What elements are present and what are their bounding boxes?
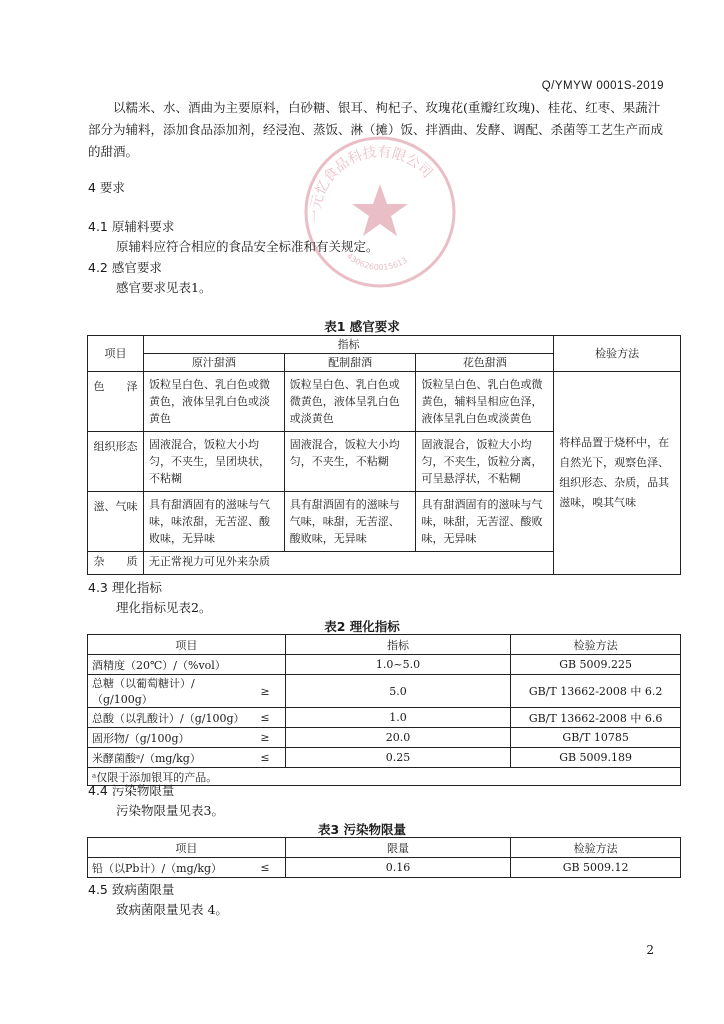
table-cell: 5.0	[285, 675, 511, 708]
table-cell: ≤	[245, 858, 285, 878]
intro-paragraph: 以糯米、水、酒曲为主要原料，白砂糖、银耳、枸杞子、玫瑰花(重瓣红玫瑰)、桂花、红枣、果蔬汁部分为辅料，添加食品添加剂，经浸泡、蒸饭、淋（摊）饭、拌酒曲、发酵、调配、杀菌等工艺生产而成的甜酒。	[88, 100, 664, 159]
section-4-1-body: 原辅料应符合相应的食品安全标准和有关规定。	[116, 239, 379, 254]
table-cell: ≥	[245, 728, 285, 748]
table-2-caption: 表2 理化指标	[324, 619, 400, 634]
table-cell: 饭粒呈白色、乳白色或微黄色，液体呈乳白色或淡黄色	[143, 372, 284, 432]
table-cell: 固液混合，饭粒大小均匀，不夹生，不粘糊	[284, 432, 416, 492]
section-4-heading: 4 要求	[88, 180, 125, 195]
table-cell: GB/T 13662-2008 中 6.2	[511, 675, 681, 708]
physicochemical-table	[87, 634, 681, 786]
table-cell: GB/T 10785	[511, 728, 681, 748]
table-cell: 具有甜酒固有的滋味与气味，味浓甜，无苦涩、酸败味，无异味	[143, 492, 284, 552]
table-row	[88, 748, 681, 768]
table-cell: 饭粒呈白色、乳白色或微黄色，液体呈乳白色或淡黄色	[284, 372, 416, 432]
table-1-header-item: 项目	[88, 336, 144, 372]
table-1-method-cell: 将样品置于烧杯中，在自然光下，观察色泽、组织形态、杂质，品其滋味，嗅其气味	[554, 372, 681, 575]
table-cell: 1.0	[285, 708, 511, 728]
table-cell: 总糖（以葡萄糖计）/（g/100g）	[88, 675, 246, 708]
table-cell: ≤	[245, 748, 285, 768]
table-2-header: 检验方法	[511, 635, 681, 655]
table-3-header: 限量	[285, 838, 511, 858]
table-cell: GB 5009.189	[511, 748, 681, 768]
table-row	[88, 728, 681, 748]
document-id: Q/YMYW 0001S-2019	[541, 80, 664, 92]
table-cell: 20.0	[285, 728, 511, 748]
table-2-header: 项目	[88, 635, 286, 655]
table-3-header: 项目	[88, 838, 286, 858]
table-row	[88, 675, 681, 708]
table-cell: 具有甜酒固有的滋味与气味，味甜，无苦涩、酸败味，无异味	[416, 492, 554, 552]
section-4-4-body: 污染物限量见表3。	[116, 803, 224, 818]
table-1-col-header: 花色甜酒	[416, 354, 554, 372]
table-cell: 铅（以Pb计）/（mg/kg）	[88, 858, 246, 878]
table-row	[88, 858, 681, 878]
table-cell: 固液混合，饭粒大小均匀，不夹生，饭粒分离，可呈悬浮状，不粘糊	[416, 432, 554, 492]
sensory-table	[87, 335, 681, 575]
table-cell: 0.25	[285, 748, 511, 768]
table-cell: ≥	[245, 675, 285, 708]
contaminant-table	[87, 837, 681, 878]
seal-code: 4306260015613	[344, 251, 409, 273]
table-cell	[245, 655, 285, 675]
table-cell: 0.16	[285, 858, 511, 878]
section-4-2-heading: 4.2 感官要求	[88, 260, 162, 275]
table-cell: GB 5009.12	[511, 858, 681, 878]
table-cell: GB/T 13662-2008 中 6.6	[511, 708, 681, 728]
table-row	[88, 372, 681, 432]
table-2-footnote: ᵃ仅限于添加银耳的产品。	[88, 768, 681, 786]
section-4-1-heading: 4.1 原辅料要求	[88, 219, 175, 234]
table-cell: 无正常视力可见外来杂质	[143, 552, 553, 575]
table-1-col-header: 配制甜酒	[284, 354, 416, 372]
table-cell: 总酸（以乳酸计）/（g/100g）	[88, 708, 246, 728]
row-label: 滋、气味	[88, 492, 144, 552]
table-3-header: 检验方法	[511, 838, 681, 858]
seal-text: 一元忆食品科技有限公司	[307, 144, 436, 224]
section-4-5-body: 致病菌限量见表 4。	[116, 902, 228, 917]
page-number: 2	[646, 943, 654, 957]
table-1-header-index: 指标	[143, 336, 553, 354]
section-4-3-body: 理化指标见表2。	[116, 600, 212, 615]
section-4-5-heading: 4.5 致病菌限量	[88, 882, 175, 897]
table-cell: 饭粒呈白色、乳白色或微黄色，辅料呈相应色泽，液体呈乳白色或淡黄色	[416, 372, 554, 432]
table-row	[88, 655, 681, 675]
table-cell: 酒精度（20℃）/（%vol）	[88, 655, 246, 675]
row-label: 组织形态	[88, 432, 144, 492]
table-cell: 具有甜酒固有的滋味与气味，味甜，无苦涩、酸败味，无异味	[284, 492, 416, 552]
table-cell: GB 5009.225	[511, 655, 681, 675]
section-4-4-heading: 4.4 污染物限量	[88, 783, 175, 798]
table-1-caption: 表1 感官要求	[324, 319, 400, 334]
table-1-col-header: 原汁甜酒	[143, 354, 284, 372]
table-cell: ≤	[245, 708, 285, 728]
table-1-header-method: 检验方法	[554, 336, 681, 372]
table-cell: 固形物/（g/100g）	[88, 728, 246, 748]
section-4-3-heading: 4.3 理化指标	[88, 580, 162, 595]
seal-star-icon	[352, 184, 408, 236]
table-cell: 米酵菌酸ᵃ/（mg/kg）	[88, 748, 246, 768]
table-cell: 1.0~5.0	[285, 655, 511, 675]
table-row	[88, 708, 681, 728]
section-4-2-body: 感官要求见表1。	[116, 280, 212, 295]
row-label: 色 泽	[88, 372, 144, 432]
table-2-header: 指标	[285, 635, 511, 655]
row-label: 杂 质	[88, 552, 144, 575]
table-cell: 固液混合，饭粒大小均匀，不夹生，呈团块状，不粘糊	[143, 432, 284, 492]
table-3-caption: 表3 污染物限量	[317, 822, 407, 837]
